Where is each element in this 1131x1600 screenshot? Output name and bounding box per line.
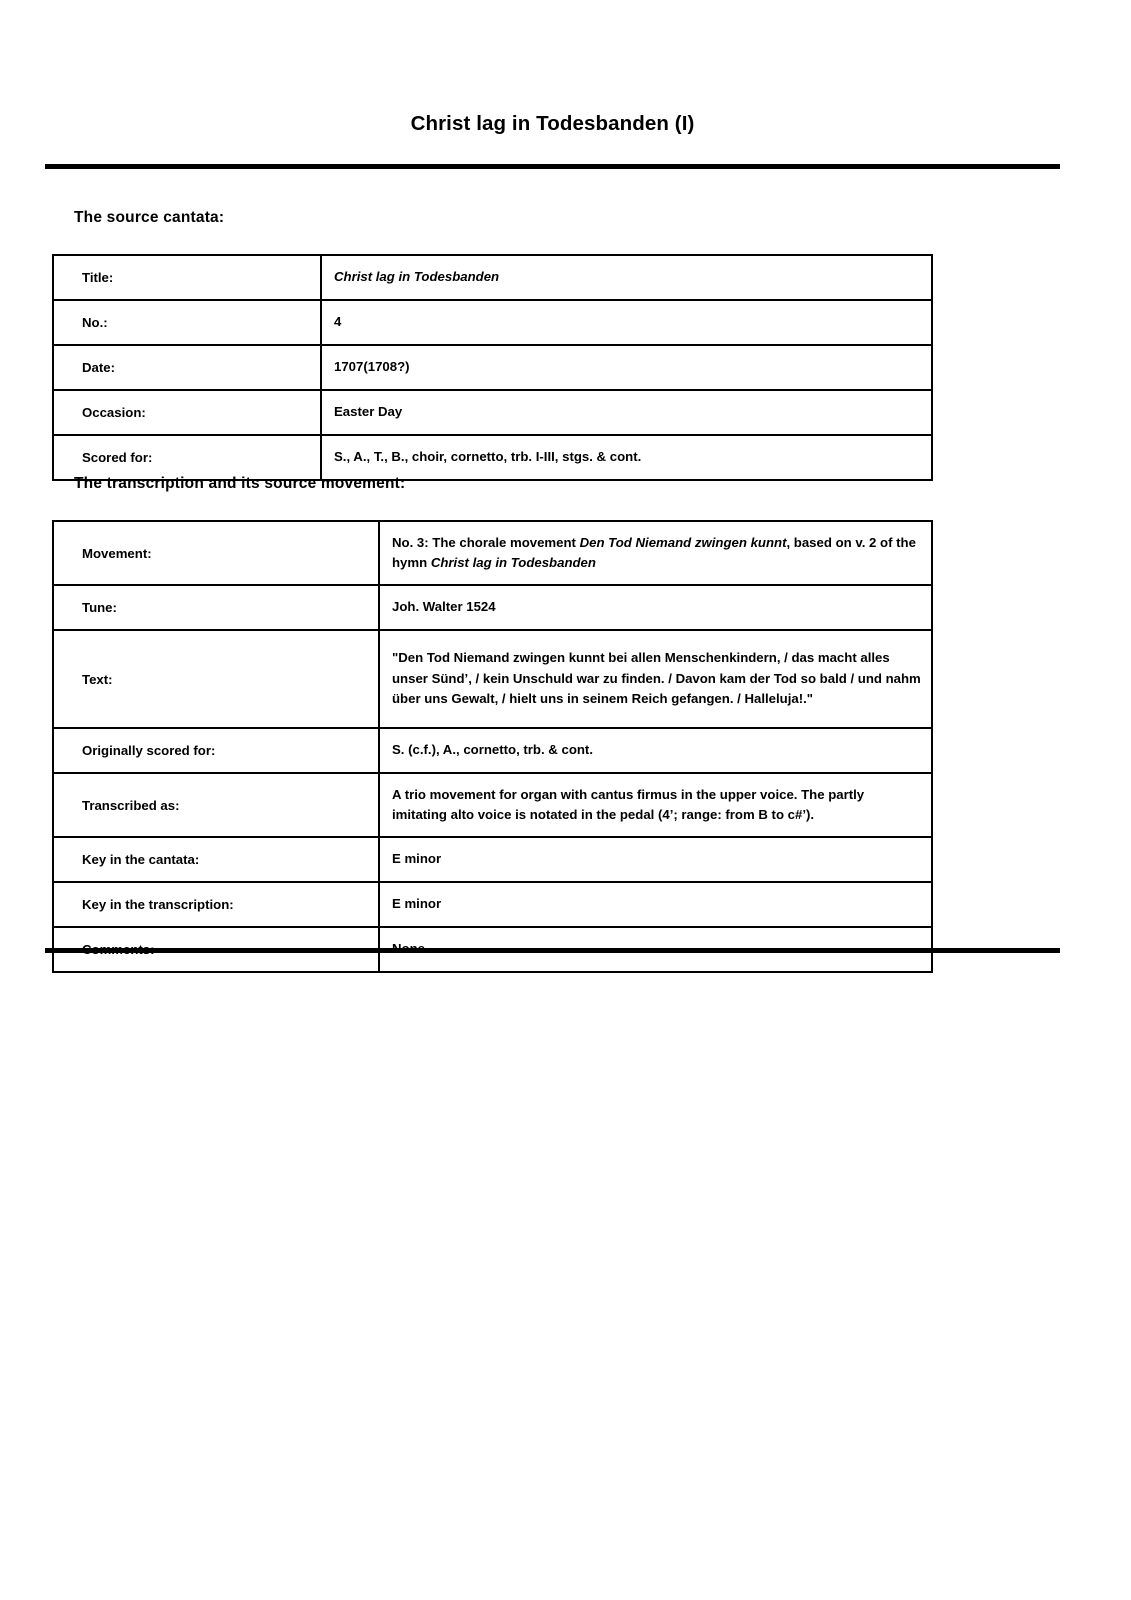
row-value: Easter Day	[321, 390, 932, 435]
row-label: Date:	[53, 345, 321, 390]
row-value: S. (c.f.), A., cornetto, trb. & cont.	[379, 728, 932, 773]
row-label: Originally scored for:	[53, 728, 379, 773]
table-row	[53, 585, 932, 630]
header-divider-rule	[45, 164, 1060, 169]
row-label: Key in the transcription:	[53, 882, 379, 927]
table-row	[53, 882, 932, 927]
section-heading-transcription: The transcription and its source movement:	[74, 475, 406, 492]
row-label: Scored for:	[53, 435, 321, 480]
row-label: Title:	[53, 255, 321, 300]
row-value: 1707(1708?)	[321, 345, 932, 390]
row-value: Joh. Walter 1524	[379, 585, 932, 630]
row-value: E minor	[379, 837, 932, 882]
row-label: Key in the cantata:	[53, 837, 379, 882]
row-value: "Den Tod Niemand zwingen kunnt bei allen Menschenkindern, / das macht alles unser Sünd’, / kein Unschuld war zu finden. / Davon kam der Tod so bald / und nahm über uns Gewalt, / hielt uns in seinem Reich gefangen. / Halleluja!."	[379, 630, 932, 728]
table-row	[53, 300, 932, 345]
row-value: 4	[321, 300, 932, 345]
table-row	[53, 435, 932, 480]
table-row	[53, 837, 932, 882]
page-title: Christ lag in Todesbanden (I)	[410, 112, 695, 135]
table-row	[53, 345, 932, 390]
table-transcription	[52, 520, 933, 973]
row-value: S., A., T., B., choir, cornetto, trb. I-III, stgs. & cont.	[321, 435, 932, 480]
row-label: Tune:	[53, 585, 379, 630]
row-label: Text:	[53, 630, 379, 728]
section-heading-source-cantata: The source cantata:	[74, 209, 225, 226]
row-label: Transcribed as:	[53, 773, 379, 837]
row-value: E minor	[379, 882, 932, 927]
footer-divider-rule	[45, 948, 1060, 953]
table-row	[53, 521, 932, 585]
table-row	[53, 390, 932, 435]
row-value: Christ lag in Todesbanden	[321, 255, 932, 300]
row-label: No.:	[53, 300, 321, 345]
row-value: A trio movement for organ with cantus firmus in the upper voice. The partly imitating alto voice is notated in the pedal (4’; range: from B to c#’).	[379, 773, 932, 837]
table-row	[53, 255, 932, 300]
table-row	[53, 773, 932, 837]
table-row	[53, 728, 932, 773]
row-value-movement: No. 3: The chorale movement Den Tod Niemand zwingen kunnt, based on v. 2 of the hymn Christ lag in Todesbanden	[379, 521, 932, 585]
table-row	[53, 630, 932, 728]
row-label: Occasion:	[53, 390, 321, 435]
row-label: Movement:	[53, 521, 379, 585]
table-source-cantata	[52, 254, 933, 481]
